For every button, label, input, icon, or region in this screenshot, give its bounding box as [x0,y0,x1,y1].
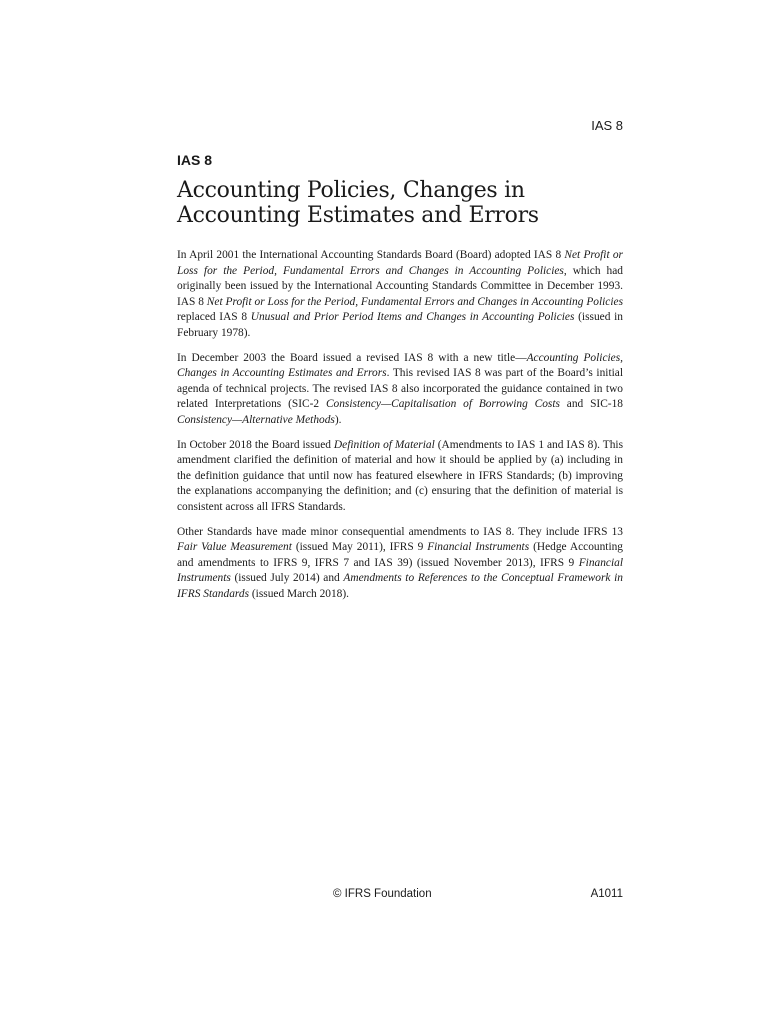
paragraph-2 [177,351,623,429]
italic-title-run: Net Profit or Loss for the Period, Fundamental Errors and Changes in Accounting Policies [177,249,623,277]
text-run: and SIC-18 [559,398,623,411]
text-run: (Amendments to IAS 1 and IAS 8). This amendment clarified the definition of material and how it should be applied by (a) including in the definition guidance that until now has featured elsewhere in IFRS Standards; (b) improving the explanations accompanying the definition; and (c) ensuring that the definition of material is consistent across all IFRS Standards. [177,438,624,513]
text-run: In December 2003 the Board issued a revised IAS 8 with a new title— [177,351,527,364]
text-run: In April 2001 the International Accounting Standards Board (Board) adopted IAS 8 [177,249,565,261]
paragraph-1 [177,248,623,342]
italic-title-run: Fair Value Measurement [177,541,292,554]
text-run: In October 2018 the Board issued [177,438,334,451]
text-run: ). [334,413,342,426]
italic-title-run: Financial Instruments [177,556,623,585]
italic-title-run: Financial Instruments [427,541,530,554]
text-run: Other Standards have made minor consequential amendments to IAS 8. They include IFRS 13 [177,525,623,538]
text-run: replaced IAS 8 [177,311,251,324]
text-run: (issued July 2014) and [230,572,344,585]
text-run: , which had originally been issued by the International Accounting Standards Committee in December 1993. IAS 8 [177,264,623,308]
italic-title-run: Accounting Policies, Changes in Accounting Estimates and Errors [177,351,624,380]
text-run: . This revised IAS 8 was part of the Board’s initial agenda of technical projects. The revised IAS 8 also incorporated the guidance contained in two related Interpretations (SIC-2 [177,367,623,411]
italic-title-run: Amendments to References to the Conceptual Framework in IFRS Standards [177,572,623,600]
page-number: A1011 [590,888,623,900]
italic-title-run: Consistency—Capitalisation of Borrowing Costs [325,398,560,411]
copyright-notice: © IFRS Foundation [333,888,432,900]
document-body [177,152,623,611]
title-line-1: Accounting Policies, Changes in [177,178,525,203]
italic-title-run: Consistency—Alternative Methods [177,413,335,426]
standard-code: IAS 8 [177,152,213,168]
italic-title-run: Unusual and Prior Period Items and Changes in Accounting Policies [250,311,575,324]
text-run: (issued March 2018). [249,587,349,600]
document-title [177,178,623,228]
title-line-2: Accounting Estimates and Errors [177,203,539,228]
italic-title-run: Net Profit or Loss for the Period, Fundamental Errors and Changes in Accounting Policies [206,295,624,308]
italic-title-run: Definition of Material [333,438,435,451]
paragraph-4 [177,525,623,603]
text-run: (issued in February 1978). [177,311,623,339]
paragraph-3 [177,438,623,516]
text-run: (issued May 2011), IFRS 9 [291,541,428,554]
running-header: IAS 8 [591,118,623,133]
text-run: (Hedge Accounting and amendments to IFRS 9, IFRS 7 and IAS 39) (issued November 2013), IFRS 9 [177,541,623,569]
